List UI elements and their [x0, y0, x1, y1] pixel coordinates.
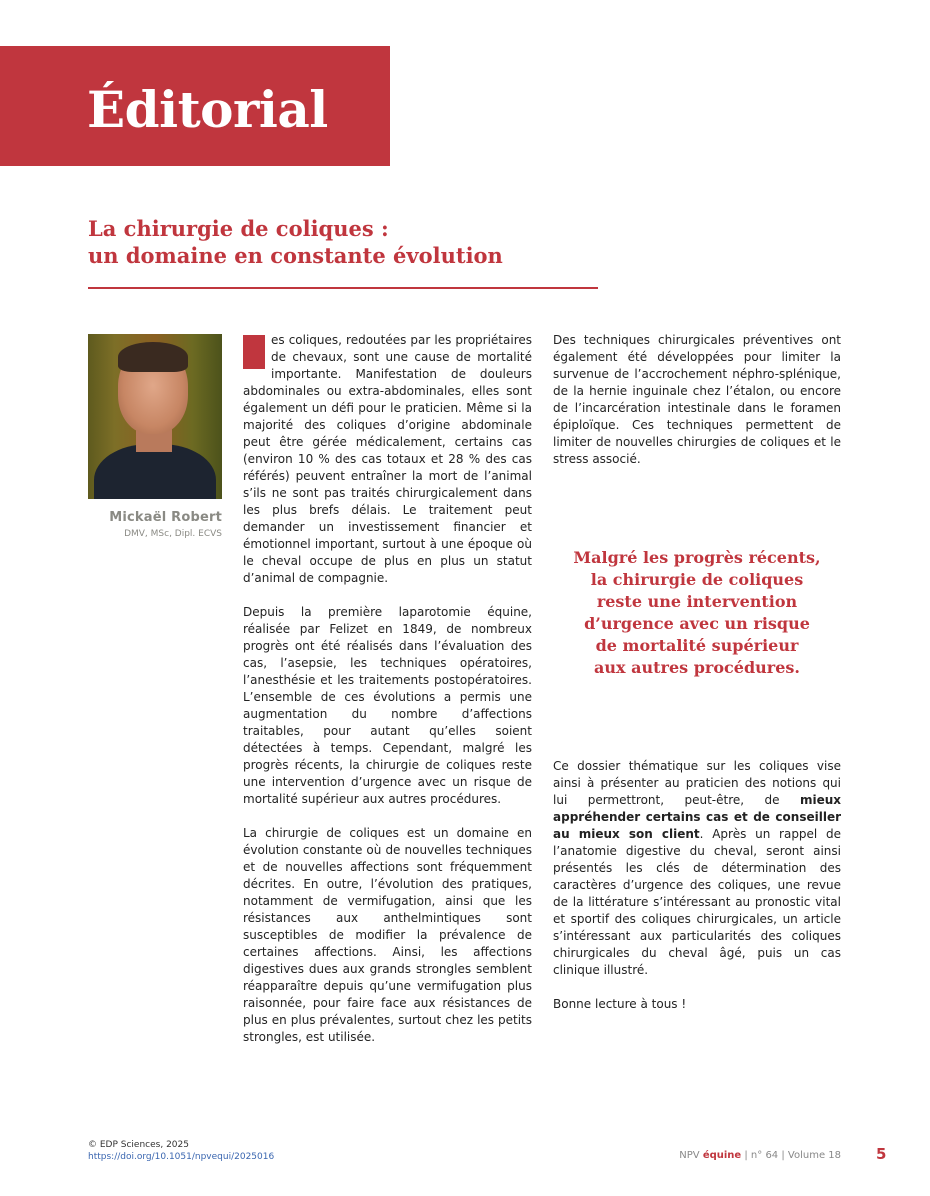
- pull-quote-line-6: aux autres procédures.: [594, 658, 800, 677]
- pull-quote-line-1: Malgré les progrès récents,: [573, 548, 821, 567]
- author-photo-hair: [118, 342, 188, 372]
- author-name: Mickaël Robert: [109, 510, 222, 525]
- doi-link[interactable]: https://doi.org/10.1051/npvequi/2025016: [88, 1152, 275, 1162]
- author-photo: [88, 334, 222, 499]
- pull-quote: [553, 547, 841, 679]
- author-photo-shirt: [94, 444, 216, 499]
- journal-equine: équine: [702, 1150, 742, 1161]
- body-column-3: [553, 758, 841, 1030]
- paragraph-1: [243, 332, 532, 587]
- journal-issue: | n° 64 | Volume 18: [741, 1150, 841, 1161]
- headline-divider: [88, 287, 598, 289]
- pull-quote-line-5: de mortalité supérieur: [595, 636, 799, 655]
- pull-quote-line-4: d’urgence avec un risque: [584, 614, 810, 633]
- pull-quote-line-3: reste une intervention: [596, 592, 798, 611]
- headline-line-2: un domaine en constante évolution: [88, 243, 503, 268]
- paragraph-1-text: es coliques, redoutées par les propriétaires de chevaux, sont une cause de mortalité importante. Manifestation de douleurs abdominales ou extra-abdominales, elles sont également un défi pour le praticien. Même si la majorité des coliques d’origine abdominale peut être gérée médicalement, certains cas (environ 10 % des cas totaux et 28 % des cas référés) peuvent entraîner la mort de l’animal s’ils ne sont pas traités chirurgicalement dans les plus brefs délais. Le traitement peut demander un investissement financier et émotionnel important, surtout à une époque où le cheval occupe de plus en plus un statut d’animal de compagnie.: [243, 333, 532, 585]
- paragraph-2: Depuis la première laparotomie équine, réalisée par Felizet en 1849, de nombreux progrès ont été réalisés dans l’évaluation des cas, l’asepsie, les techniques opératoires, l’anesthésie et les traitements postopératoires. L’ensemble de ces évolutions a permis une augmentation du nombre d’affections traitables, pour autant qu’elles soient détectées à temps. Cependant, malgré les progrès récents, la chirurgie de coliques reste une intervention d’urgence avec un risque de mortalité supérieur aux autres procédures.: [243, 605, 532, 806]
- article-headline: [88, 215, 608, 269]
- footer-copyright: © EDP Sciences, 2025: [88, 1140, 189, 1150]
- paragraph-5-emphasis: mieux appréhender certains cas et de conseiller au mieux son client: [553, 793, 841, 841]
- author-credentials: DMV, MSc, Dipl. ECVS: [124, 529, 222, 539]
- journal-prefix: NPV: [679, 1150, 703, 1161]
- body-column-1: [243, 332, 532, 1063]
- paragraph-3: La chirurgie de coliques est un domaine en évolution constante où de nouvelles techniques et de nouvelles affections sont fréquemment décrites. En outre, l’évolution des pratiques, notamment de vermifugation, ainsi que les résistances aux anthelmintiques sont susceptibles de modifier la prévalence de certaines affections. Ainsi, les affections digestives dues aux grands strongles semblent réapparaître depuis qu’une vermifugation plus raisonnée, pour faire face aux résistances de plus en plus prévalentes, surtout chez les petits strongles, est utilisée.: [243, 826, 532, 1044]
- section-title: Éditorial: [87, 80, 328, 139]
- journal-info: [679, 1150, 841, 1161]
- paragraph-4: Des techniques chirurgicales préventives ont également été développées pour limiter la survenue de l’accrochement néphro-splénique, de la hernie inguinale chez l’étalon, ou encore de l’incarcération intestinale dans le foramen épiploïque. Ces techniques permettent de limiter de nouvelles chirurgies de coliques et le stress associé.: [553, 333, 841, 466]
- body-column-2: [553, 332, 841, 485]
- paragraph-5-end: . Après un rappel de l’anatomie digestive du cheval, seront ainsi présentés les clés de détermination des caractères d’urgence des coliques, une revue de la littérature s’intéressant au pronostic vital et sportif des coliques chirurgicales, un article s’intéressant aux particularités des coliques chirurgicales du cheval âgé, puis un cas clinique illustré.: [553, 827, 842, 977]
- paragraph-5: [553, 758, 841, 979]
- drop-cap: [243, 335, 265, 369]
- closing-line: Bonne lecture à tous !: [553, 997, 687, 1011]
- paragraph-5-start: Ce dossier thématique sur les coliques vise ainsi à présenter au praticien des notions qui lui permettront, peut-être, de: [553, 759, 841, 807]
- headline-line-1: La chirurgie de coliques :: [88, 216, 389, 241]
- pull-quote-line-2: la chirurgie de coliques: [590, 570, 804, 589]
- page-number: 5: [876, 1145, 887, 1163]
